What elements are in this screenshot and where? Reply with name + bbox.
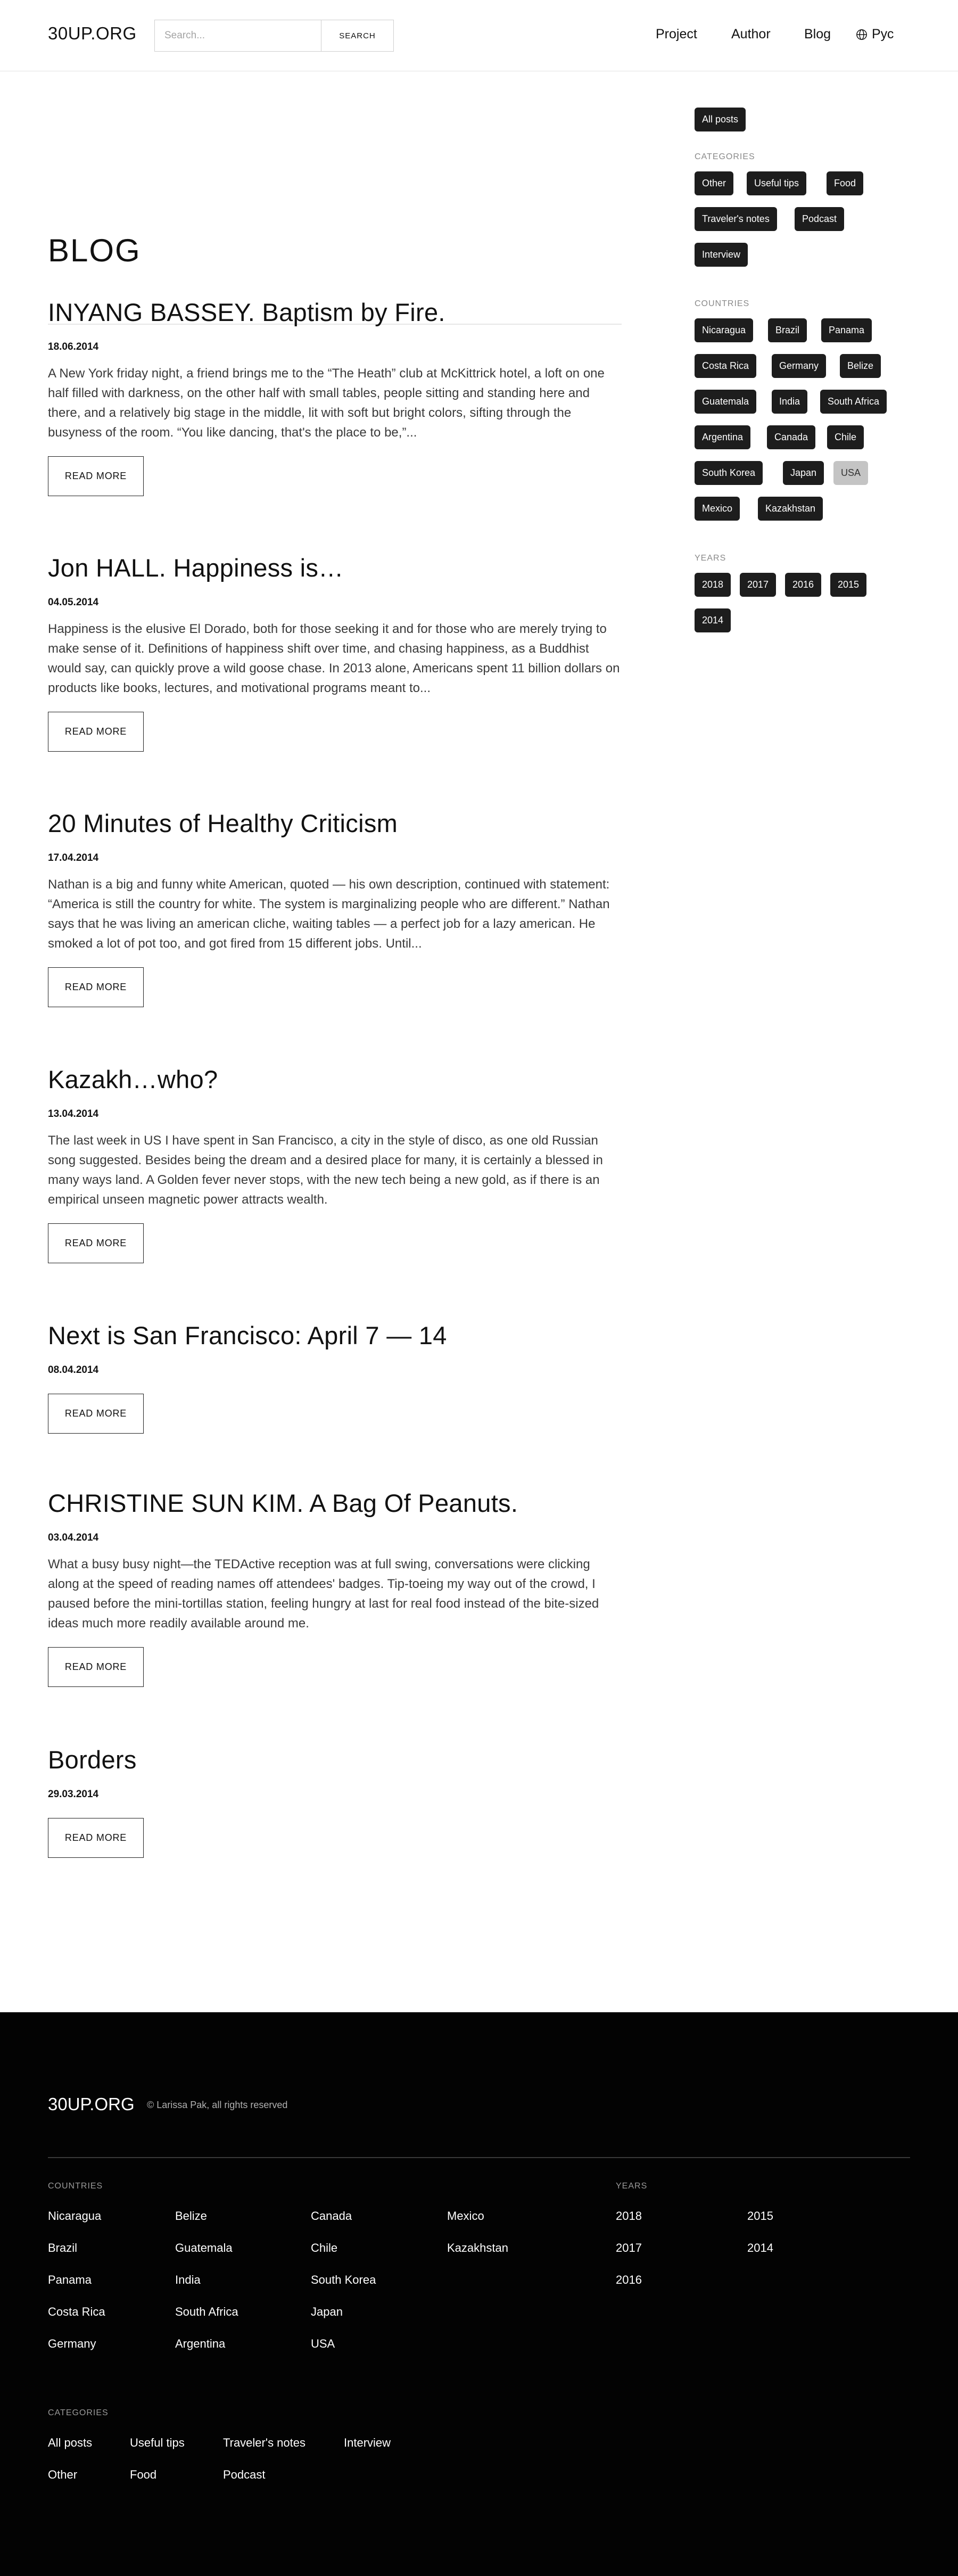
footer-year-link[interactable]: 2017 — [616, 2241, 642, 2254]
post-date: 18.06.2014 — [48, 341, 99, 352]
footer-logo[interactable]: 30UP.ORG — [48, 2094, 135, 2114]
post-date: 29.03.2014 — [48, 1789, 99, 1800]
site-footer — [0, 2012, 958, 2576]
tag-year[interactable]: 2015 — [830, 573, 866, 597]
countries-heading: COUNTRIES — [695, 299, 750, 308]
footer-category-link[interactable]: Traveler's notes — [223, 2436, 305, 2449]
post-date: 13.04.2014 — [48, 1108, 99, 1120]
post-item — [48, 1320, 622, 1434]
post-item — [48, 1064, 622, 1263]
footer-category-link[interactable]: Podcast — [223, 2468, 266, 2481]
footer-year-link[interactable]: 2015 — [747, 2209, 773, 2223]
tag-year[interactable]: 2017 — [740, 573, 776, 597]
read-more-button[interactable]: READ MORE — [48, 1394, 144, 1434]
footer-country-link[interactable]: Chile — [311, 2241, 338, 2254]
tag-category[interactable]: Useful tips — [747, 171, 806, 195]
post-excerpt: A New York friday night, a friend brings me to the “The Heath” club at McKittrick hotel, a loft on one half filled with darkness, on the other half with small tables, people sitting and standing here and there, and a relatively big stage in the middle, lit with soft but bright colors, sifting through the busyness of the room. “You like dancing, that's the place to be,”... — [48, 366, 605, 440]
tag-category[interactable]: Interview — [695, 243, 748, 267]
footer-country-link[interactable]: Argentina — [175, 2337, 226, 2350]
footer-countries-heading: COUNTRIES — [48, 2182, 103, 2191]
footer-country-link[interactable]: Nicaragua — [48, 2209, 102, 2223]
tag-country-active[interactable]: USA — [833, 461, 868, 485]
read-more-button[interactable]: READ MORE — [48, 712, 144, 752]
footer-country-link[interactable]: Germany — [48, 2337, 96, 2350]
footer-country-link[interactable]: Guatemala — [175, 2241, 233, 2254]
tag-country[interactable]: Mexico — [695, 497, 740, 521]
footer-years-heading: YEARS — [616, 2182, 648, 2191]
tag-country[interactable]: Germany — [772, 354, 826, 378]
post-item — [48, 1744, 622, 1858]
footer-category-link[interactable]: Interview — [344, 2436, 391, 2449]
post-excerpt: Happiness is the elusive El Dorado, both for those seeking it and for those who are merely trying to make sense of it. Definitions of happiness shift over time, and chasing happiness, as a Buddhist would say, can quickly prove a wild goose chase. In 2013 alone, Americans spent 11 billion dollars on products like books, lectures, and motivational programs meant to... — [48, 622, 620, 695]
footer-divider — [48, 2157, 910, 2158]
site-header — [0, 0, 958, 71]
footer-year-link[interactable]: 2018 — [616, 2209, 642, 2223]
footer-country-link[interactable]: South Africa — [175, 2305, 238, 2318]
post-title[interactable]: 20 Minutes of Healthy Criticism — [48, 809, 398, 837]
post-date: 04.05.2014 — [48, 597, 99, 608]
tag-country[interactable]: Guatemala — [695, 390, 756, 414]
tag-year[interactable]: 2016 — [785, 573, 821, 597]
tag-country[interactable]: Chile — [827, 425, 864, 449]
post-excerpt: The last week in US I have spent in San Francisco, a city in the style of disco, as one old Russian song suggested. Besides being the dream and a desired place for many, it is certainly a blessed in many ways land. A Golden fever never stops, with the new tech being a new gold, as if there is an empirical unseen magnetic power attracts wealth. — [48, 1133, 603, 1207]
tag-year[interactable]: 2018 — [695, 573, 731, 597]
tag-country[interactable]: South Africa — [820, 390, 887, 414]
footer-country-link[interactable]: Belize — [175, 2209, 207, 2223]
tag-country[interactable]: India — [772, 390, 807, 414]
post-title[interactable]: Kazakh…who? — [48, 1065, 218, 1093]
language-label: Рус — [872, 27, 894, 42]
tag-country[interactable]: Canada — [767, 425, 815, 449]
tag-all-posts[interactable]: All posts — [695, 108, 746, 131]
tag-country[interactable]: Argentina — [695, 425, 750, 449]
read-more-button[interactable]: READ MORE — [48, 1223, 144, 1263]
tag-country[interactable]: Belize — [840, 354, 881, 378]
post-item — [48, 1487, 622, 1687]
footer-categories-heading: CATEGORIES — [48, 2408, 109, 2417]
search-button[interactable]: SEARCH — [321, 20, 393, 51]
tag-category[interactable]: Traveler's notes — [695, 207, 777, 231]
footer-country-link[interactable]: Mexico — [447, 2209, 484, 2223]
post-item — [48, 552, 622, 752]
footer-country-link[interactable]: Canada — [311, 2209, 352, 2223]
footer-category-link[interactable]: Useful tips — [130, 2436, 185, 2449]
post-title[interactable]: Borders — [48, 1746, 137, 1774]
footer-country-link[interactable]: Kazakhstan — [447, 2241, 508, 2254]
page-title: BLOG — [48, 233, 141, 268]
post-title[interactable]: Jon HALL. Happiness is… — [48, 554, 344, 582]
tag-category[interactable]: Other — [695, 171, 733, 195]
post-date: 08.04.2014 — [48, 1364, 99, 1376]
read-more-button[interactable]: READ MORE — [48, 456, 144, 496]
tag-country[interactable]: South Korea — [695, 461, 763, 485]
footer-country-link[interactable]: Brazil — [48, 2241, 78, 2254]
tag-category[interactable]: Food — [827, 171, 863, 195]
tag-country[interactable]: Japan — [783, 461, 824, 485]
footer-country-link[interactable]: USA — [311, 2337, 335, 2350]
read-more-button[interactable]: READ MORE — [48, 1818, 144, 1858]
main-content — [0, 71, 958, 2012]
tag-country[interactable]: Nicaragua — [695, 318, 753, 342]
tag-country[interactable]: Panama — [821, 318, 872, 342]
footer-category-link[interactable]: All posts — [48, 2436, 93, 2449]
post-date: 03.04.2014 — [48, 1532, 99, 1543]
footer-country-link[interactable]: South Korea — [311, 2273, 376, 2286]
post-title[interactable]: INYANG BASSEY. Baptism by Fire. — [48, 298, 445, 326]
footer-country-link[interactable]: Panama — [48, 2273, 92, 2286]
post-item — [48, 808, 622, 1007]
footer-country-link[interactable]: Costa Rica — [48, 2305, 105, 2318]
years-heading: YEARS — [695, 554, 726, 563]
footer-category-link[interactable]: Food — [130, 2468, 157, 2481]
language-switch[interactable] — [856, 27, 894, 42]
site-logo[interactable]: 30UP.ORG — [48, 23, 137, 43]
post-item — [48, 297, 622, 496]
footer-year-link[interactable]: 2014 — [747, 2241, 773, 2254]
copyright-text: © Larissa Pak, all rights reserved — [147, 2100, 288, 2110]
tag-country[interactable]: Costa Rica — [695, 354, 756, 378]
categories-heading: CATEGORIES — [695, 152, 755, 161]
post-title[interactable]: Next is San Francisco: April 7 — 14 — [48, 1321, 447, 1349]
post-excerpt: What a busy busy night—the TEDActive reception was at full swing, conversations were clicking along at the speed of reading names off attendees' badges. Tip-toeing my way out of the crowd, I paused before the mini-tortillas station, feeling hungry at last for real food instead of the bite-sized ideas much more readily available around me. — [48, 1557, 599, 1631]
nav-blog[interactable]: Blog — [804, 27, 831, 42]
footer-category-link[interactable]: Other — [48, 2468, 78, 2481]
search-input[interactable] — [155, 20, 321, 51]
post-excerpt: Nathan is a big and funny white American, quoted — his own description, continued with statement: “America is still the country for white. The system is marginalizing people who are different.” Nathan says that he was living an american cliche, waiting tables — a perfect job for a lazy american. He smoked a lot of pot too, and got fired from 15 different jobs. Until... — [48, 877, 610, 951]
footer-country-link[interactable]: Japan — [311, 2305, 343, 2318]
read-more-button[interactable]: READ MORE — [48, 967, 144, 1007]
footer-country-link[interactable]: India — [175, 2273, 201, 2286]
tag-country[interactable]: Brazil — [768, 318, 807, 342]
read-more-button[interactable]: READ MORE — [48, 1647, 144, 1687]
post-title[interactable]: CHRISTINE SUN KIM. A Bag Of Peanuts. — [48, 1489, 518, 1517]
globe-icon — [856, 29, 868, 40]
search-form — [154, 20, 394, 52]
tag-category[interactable]: Podcast — [795, 207, 844, 231]
post-date: 17.04.2014 — [48, 852, 99, 863]
footer-year-link[interactable]: 2016 — [616, 2273, 642, 2286]
tag-year[interactable]: 2014 — [695, 608, 731, 632]
nav-project[interactable]: Project — [656, 27, 697, 42]
nav-author[interactable]: Author — [731, 27, 771, 42]
tag-country[interactable]: Kazakhstan — [758, 497, 823, 521]
